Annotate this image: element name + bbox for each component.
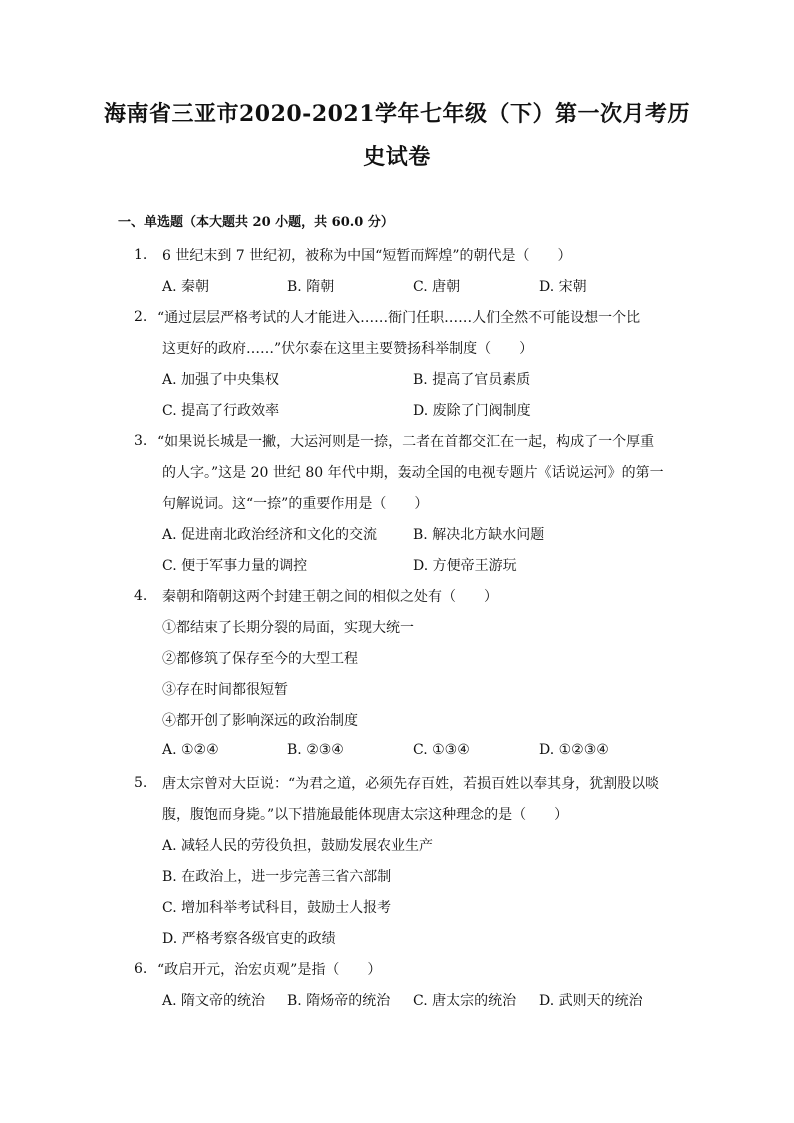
statement-1: ①都结束了长期分裂的局面，实现大统一: [162, 620, 414, 636]
section-heading: 一、单选题（本大题共 20 小题，共 60.0 分）: [118, 215, 394, 230]
option-b: B. 在政治上，进一步完善三省六部制: [162, 869, 392, 885]
question-stem: “如果说长城是一撇，大运河则是一捺，二者在首都交汇在一起，构成了一个厚重: [157, 434, 655, 450]
question-stem-continued: 这更好的政府……”伏尔泰在这里主要赞扬科举制度（ ）: [162, 341, 534, 357]
statement-3: ③存在时间都很短暂: [162, 682, 288, 698]
option-d: D. 宋朝: [539, 279, 587, 295]
option-c: C. 唐朝: [413, 279, 461, 295]
question-stem-continued: 腹，腹饱而身毙。”以下措施最能体现唐太宗这种理念的是（ ）: [162, 807, 569, 823]
option-d: D. 废除了门阀制度: [413, 403, 531, 419]
option-a: A. ①②④: [162, 742, 219, 758]
question-number: 4.: [134, 588, 148, 604]
option-c: C. 提高了行政效率: [162, 403, 280, 419]
option-c: C. 增加科举考试科目，鼓励士人报考: [162, 900, 392, 916]
option-d: D. ①②③④: [539, 742, 609, 758]
question-stem: 唐太宗曾对大臣说：“为君之道，必须先存百姓，若损百姓以奉其身，犹割股以啖: [162, 776, 660, 792]
question-stem: “通过层层严格考试的人才能进入……衙门任职……人们全然不可能设想一个比: [157, 310, 641, 326]
option-b: B. 隋炀帝的统治: [287, 993, 391, 1009]
question-number: 6.: [134, 961, 148, 977]
option-d: D. 武则天的统治: [539, 993, 643, 1009]
page-title-continued: 史试卷: [363, 144, 431, 170]
option-a: A. 隋文帝的统治: [162, 993, 266, 1009]
option-a: A. 加强了中央集权: [162, 372, 280, 388]
option-a: A. 促进南北政治经济和文化的交流: [162, 527, 378, 543]
page-title: 海南省三亚市2020-2021学年七年级（下）第一次月考历: [103, 101, 691, 127]
option-a: A. 减轻人民的劳役负担，鼓励发展农业生产: [162, 838, 434, 854]
option-c: C. ①③④: [413, 742, 470, 758]
question-stem: 秦朝和隋朝这两个封建王朝之间的相似之处有（ ）: [162, 589, 498, 605]
question-number: 2.: [134, 309, 148, 325]
option-d: D. 严格考察各级官吏的政绩: [162, 931, 336, 947]
question-number: 1.: [134, 247, 148, 263]
statement-2: ②都修筑了保存至今的大型工程: [162, 651, 358, 667]
option-d: D. 方便帝王游玩: [413, 558, 517, 574]
option-c: C. 唐太宗的统治: [413, 993, 517, 1009]
option-c: C. 便于军事力量的调控: [162, 558, 308, 574]
question-stem-continued: 句解说词。这“一捺”的重要作用是（ ）: [162, 496, 429, 512]
question-number: 5.: [134, 775, 148, 791]
question-stem-continued: 的人字。”这是 20 世纪 80 年代中期，轰动全国的电视专题片《话说运河》的第一: [162, 465, 664, 481]
option-b: B. 隋朝: [287, 279, 335, 295]
question-stem: “政启开元，治宏贞观”是指（ ）: [157, 962, 382, 978]
option-a: A. 秦朝: [162, 279, 210, 295]
question-stem: 6 世纪末到 7 世纪初，被称为中国“短暂而辉煌”的朝代是（ ）: [162, 248, 572, 264]
statement-4: ④都开创了影响深远的政治制度: [162, 713, 358, 729]
question-number: 3.: [134, 433, 148, 449]
option-b: B. 解决北方缺水问题: [413, 527, 545, 543]
option-b: B. 提高了官员素质: [413, 372, 531, 388]
option-b: B. ②③④: [287, 742, 344, 758]
